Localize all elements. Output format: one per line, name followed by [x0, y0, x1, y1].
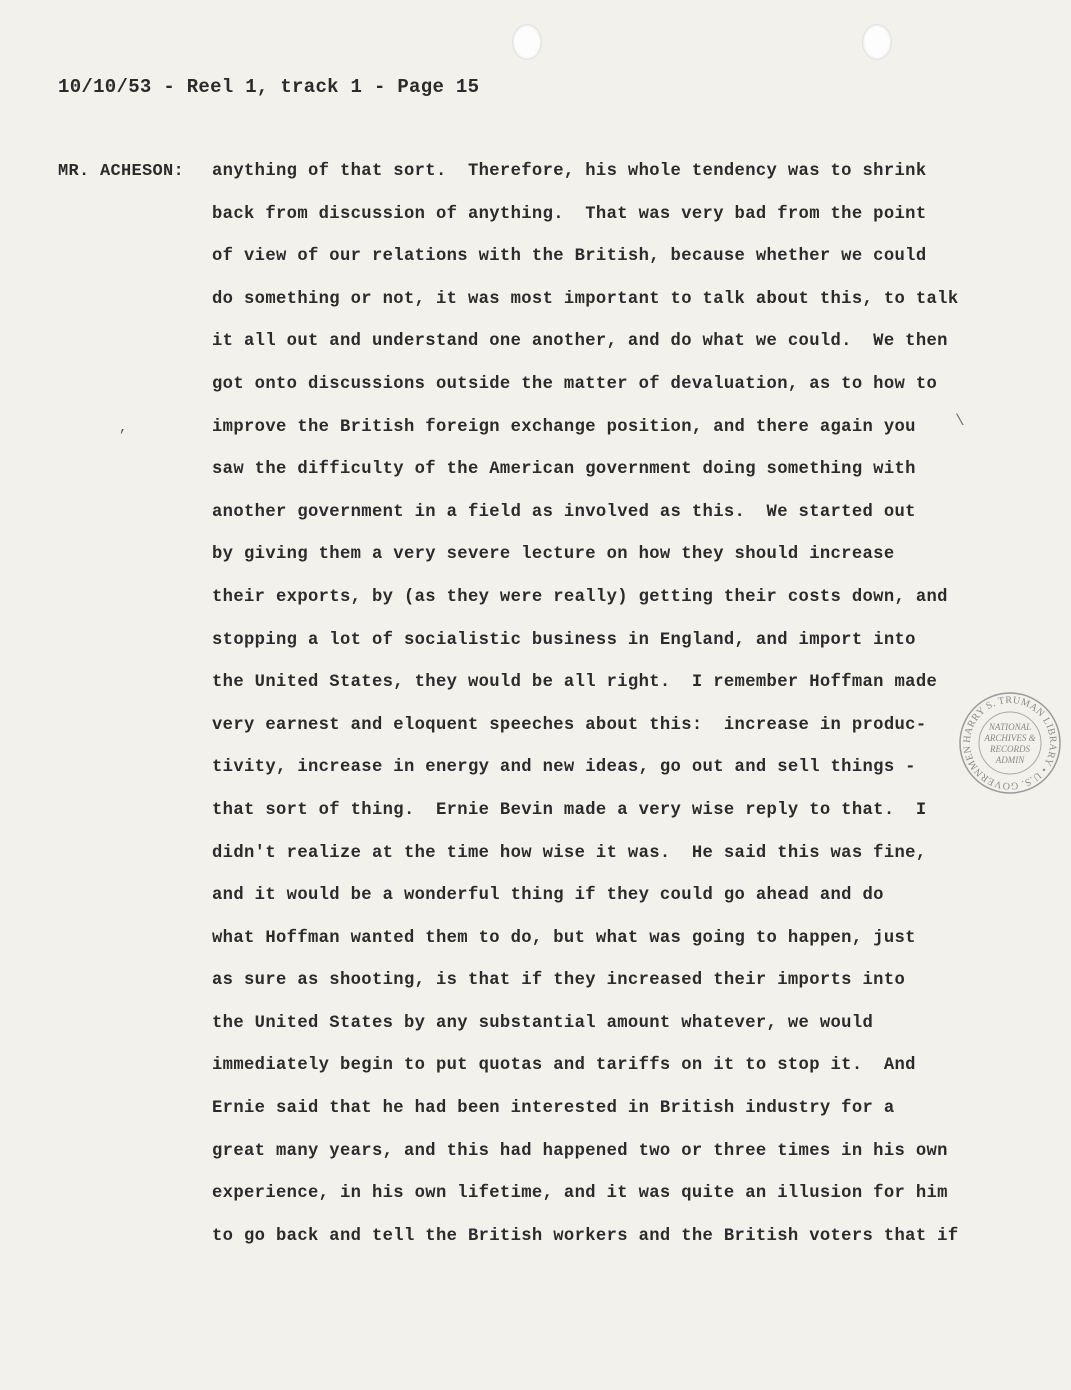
text-line: stopping a lot of socialistic business in England, and import into: [212, 630, 916, 650]
stamp-line: RECORDS: [990, 744, 1030, 754]
text-line: great many years, and this had happened two or three times in his own: [212, 1141, 948, 1161]
margin-mark: \: [955, 412, 965, 430]
stamp-inner-text: [981, 722, 1039, 766]
text-line: experience, in his own lifetime, and it was quite an illusion for him: [212, 1184, 948, 1204]
text-line: it all out and understand one another, and do what we could. We then: [212, 332, 948, 352]
text-line: of view of our relations with the British, because whether we could: [212, 247, 927, 267]
punch-hole: [512, 24, 542, 60]
text-line: very earnest and eloquent speeches about this: increase in produc-: [212, 715, 927, 735]
text-line: what Hoffman wanted them to do, but what was going to happen, just: [212, 928, 916, 948]
text-line: got onto discussions outside the matter of devaluation, as to how to: [212, 374, 938, 394]
text-line: tivity, increase in energy and new ideas, go out and sell things -: [212, 758, 916, 778]
transcript-body: [212, 162, 972, 1269]
speaker-label: MR. ACHESON:: [58, 162, 185, 181]
text-line: to go back and tell the British workers and the British voters that if: [212, 1226, 959, 1246]
text-line: that sort of thing. Ernie Bevin made a very wise reply to that. I: [212, 800, 927, 820]
text-line: their exports, by (as they were really) getting their costs down, and: [212, 587, 948, 607]
stamp-line: ADMIN: [995, 755, 1025, 765]
text-line: saw the difficulty of the American government doing something with: [212, 460, 916, 480]
text-line: the United States, they would be all right. I remember Hoffman made: [212, 673, 938, 693]
stamp-ring-text: HARRY S. TRUMAN LIBRARY • U.S. GOVERNMEN: [961, 694, 1059, 792]
text-line: Ernie said that he had been interested in British industry for a: [212, 1099, 895, 1119]
text-line: and it would be a wonderful thing if they could go ahead and do: [212, 886, 884, 906]
page-header: 10/10/53 - Reel 1, track 1 - Page 15: [58, 76, 480, 98]
punch-hole: [862, 24, 892, 60]
text-line: do something or not, it was most important to talk about this, to talk: [212, 289, 959, 309]
text-line: as sure as shooting, is that if they increased their imports into: [212, 971, 906, 991]
text-line: back from discussion of anything. That was very bad from the point: [212, 204, 927, 224]
text-line: immediately begin to put quotas and tariffs on it to stop it. And: [212, 1056, 916, 1076]
margin-mark: ,: [119, 420, 128, 436]
text-line: the United States by any substantial amount whatever, we would: [212, 1013, 874, 1033]
stamp-line: ARCHIVES &: [984, 733, 1036, 743]
archive-stamp: [957, 690, 1063, 796]
text-line: anything of that sort. Therefore, his whole tendency was to shrink: [212, 162, 927, 181]
stamp-line: NATIONAL: [988, 722, 1032, 732]
text-line: by giving them a very severe lecture on how they should increase: [212, 545, 895, 565]
text-line: improve the British foreign exchange position, and there again you: [212, 417, 916, 437]
text-line: didn't realize at the time how wise it was. He said this was fine,: [212, 843, 927, 863]
text-line: another government in a field as involved as this. We started out: [212, 502, 916, 522]
